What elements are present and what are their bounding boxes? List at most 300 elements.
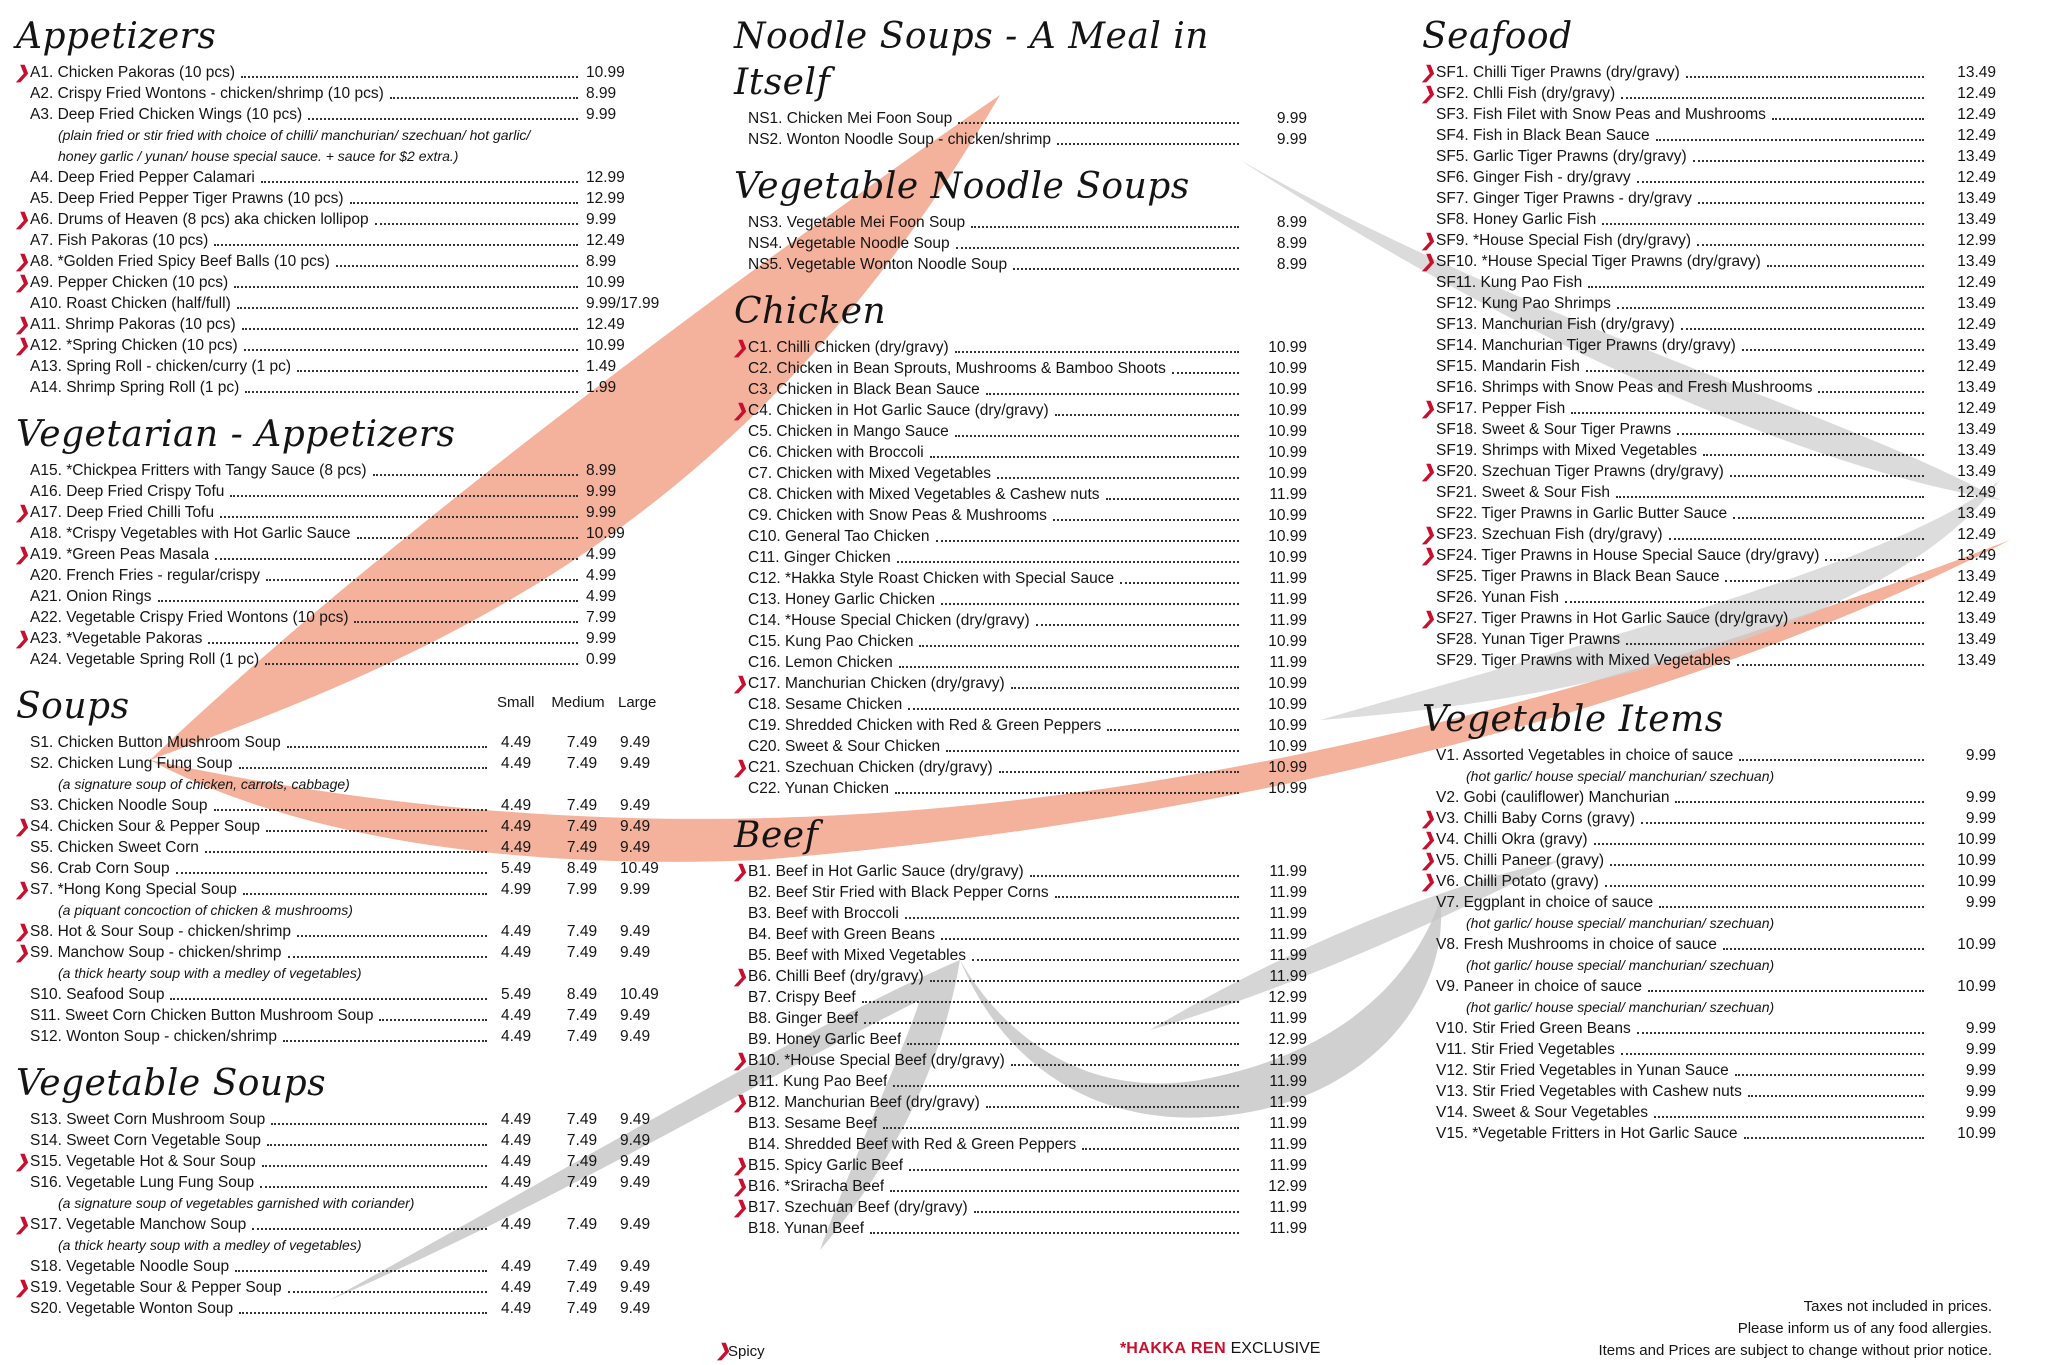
menu-item-row — [1420, 1039, 1996, 1060]
item-price: 10.99 — [586, 337, 625, 354]
item-name: V4. Chilli Okra (gravy) — [1436, 831, 1588, 848]
item-price: 13.49 — [1957, 295, 1996, 312]
menu-item-row — [1420, 83, 1996, 104]
price-large: 10.49 — [620, 860, 659, 877]
item-price: 13.49 — [1957, 421, 1996, 438]
item-price: 9.99 — [1965, 789, 1996, 806]
menu-item-row — [14, 837, 674, 858]
price-small: 4.49 — [501, 1028, 532, 1045]
menu-item-row — [1420, 293, 1996, 314]
dot-leader — [1030, 866, 1239, 877]
dot-leader — [1733, 508, 1924, 519]
item-prices — [501, 753, 674, 774]
chili-pepper-icon: ❯ — [1420, 546, 1436, 565]
section-title: Beef — [734, 815, 819, 856]
item-list — [732, 861, 1307, 1239]
section-chicken — [732, 289, 1307, 799]
dot-leader — [919, 636, 1239, 647]
chili-pepper-icon: ❯ — [14, 503, 30, 522]
dot-leader — [1742, 340, 1924, 351]
menu-item-row — [732, 1155, 1307, 1176]
dot-leader — [1011, 678, 1239, 689]
dot-leader — [907, 1034, 1239, 1045]
item-price: 11.99 — [1269, 1010, 1307, 1027]
item-price: 8.99 — [586, 85, 617, 102]
item-name: A17. Deep Fried Chilli Tofu — [30, 504, 215, 521]
item-name: V10. Stir Fried Green Beans — [1436, 1020, 1631, 1037]
item-name: A12. *Spring Chicken (10 pcs) — [30, 337, 238, 354]
item-name: S3. Chicken Noodle Soup — [30, 797, 208, 814]
dot-leader — [1036, 615, 1239, 626]
section-title: Soups — [16, 686, 130, 727]
item-price: 12.99 — [586, 169, 625, 186]
item-price: 8.99 — [1276, 214, 1307, 231]
dot-leader — [1621, 1044, 1924, 1055]
menu-item-row — [14, 230, 674, 251]
price-medium: 7.49 — [566, 1174, 598, 1191]
menu-item-row — [732, 108, 1307, 129]
item-name: SF22. Tiger Prawns in Garlic Butter Sauce — [1436, 505, 1728, 522]
menu-item-row — [732, 212, 1307, 233]
dot-leader — [893, 1076, 1239, 1087]
item-note: (hot garlic/ house special/ manchurian/ szechuan) — [1466, 768, 1775, 784]
dot-leader — [297, 361, 578, 372]
price-medium: 7.99 — [566, 881, 598, 898]
chili-pepper-icon: ❯ — [14, 1152, 30, 1171]
price-small: 5.49 — [501, 860, 532, 877]
dot-leader — [1698, 193, 1924, 204]
dot-leader — [1571, 403, 1924, 414]
item-price: 12.99 — [586, 190, 625, 207]
item-name: SF9. *House Special Fish (dry/gravy) — [1436, 232, 1691, 249]
dot-leader — [1675, 792, 1924, 803]
menu-item-row — [14, 460, 674, 481]
menu-item-row — [1420, 398, 1996, 419]
item-name: V13. Stir Fried Vegetables with Cashew nuts — [1436, 1083, 1742, 1100]
menu-item-row — [1420, 461, 1996, 482]
dot-leader — [1654, 1107, 1924, 1118]
item-price: 12.99 — [1957, 232, 1996, 249]
dot-leader — [1825, 550, 1924, 561]
item-name: SF26. Yunan Fish — [1436, 589, 1559, 606]
chili-pepper-icon: ❯ — [14, 629, 30, 648]
dot-leader — [1605, 876, 1924, 887]
dot-leader — [390, 88, 578, 99]
menu-item-row — [14, 1277, 674, 1298]
item-price: 9.99 — [1965, 1020, 1996, 1037]
item-name: A22. Vegetable Crispy Fried Wontons (10 pcs) — [30, 609, 349, 626]
price-small: 4.49 — [501, 1300, 532, 1317]
dot-leader — [241, 67, 578, 78]
item-prices — [501, 1151, 674, 1172]
chili-pepper-icon: ❯ — [1420, 525, 1436, 544]
price-medium: 7.49 — [566, 1111, 598, 1128]
menu-item-row — [14, 356, 674, 377]
item-name: S1. Chicken Button Mushroom Soup — [30, 734, 281, 751]
item-price: 13.49 — [1957, 652, 1996, 669]
menu-item-row — [1420, 934, 1996, 955]
item-price: 10.99 — [1957, 978, 1996, 995]
item-price: 11.99 — [1269, 1199, 1307, 1216]
item-price: 10.99 — [586, 64, 625, 81]
chili-pepper-icon: ❯ — [732, 967, 748, 986]
chili-pepper-icon: ❯ — [14, 273, 30, 292]
item-price: 12.49 — [586, 316, 625, 333]
item-price: 13.49 — [1957, 547, 1996, 564]
dot-leader — [1737, 655, 1924, 666]
item-price: 12.49 — [1957, 169, 1996, 186]
price-large: 10.49 — [620, 986, 659, 1003]
menu-item-row — [732, 715, 1307, 736]
item-name: A4. Deep Fried Pepper Calamari — [30, 169, 255, 186]
item-price: 13.49 — [1957, 253, 1996, 270]
dot-leader — [271, 1114, 487, 1125]
dot-leader — [239, 1303, 487, 1314]
menu-item-row — [1420, 650, 1996, 671]
dot-leader — [974, 1202, 1239, 1213]
item-price: 11.99 — [1269, 1073, 1307, 1090]
dot-leader — [1767, 256, 1924, 267]
chili-pepper-icon: ❯ — [14, 943, 30, 962]
dot-leader — [287, 737, 487, 748]
item-price: 12.49 — [1957, 589, 1996, 606]
item-price: 11.99 — [1269, 926, 1307, 943]
item-name: SF8. Honey Garlic Fish — [1436, 211, 1597, 228]
menu-item-row — [1420, 976, 1996, 997]
dot-leader — [908, 699, 1239, 710]
item-price: 1.99 — [586, 379, 617, 396]
section-vegetable-soups — [14, 1061, 674, 1319]
item-price: 11.99 — [1269, 654, 1307, 671]
menu-item-row — [1420, 892, 1996, 913]
menu-item-row — [1420, 629, 1996, 650]
menu-item-row — [14, 1256, 674, 1277]
item-prices — [501, 984, 674, 1005]
price-small: 4.49 — [501, 1174, 532, 1191]
menu-item-row — [14, 167, 674, 188]
dot-leader — [1013, 259, 1239, 270]
dot-leader — [1053, 510, 1239, 521]
item-name: V14. Sweet & Sour Vegetables — [1436, 1104, 1648, 1121]
dot-leader — [1082, 1139, 1239, 1150]
item-prices — [501, 1109, 674, 1130]
menu-item-row — [732, 129, 1307, 150]
item-price: 11.99 — [1269, 1052, 1307, 1069]
item-name: S2. Chicken Lung Fung Soup — [30, 755, 233, 772]
item-price: 9.99/17.99 — [586, 295, 660, 312]
item-name: V8. Fresh Mushrooms in choice of sauce — [1436, 936, 1717, 953]
item-name: C12. *Hakka Style Roast Chicken with Special Sauce — [748, 570, 1115, 587]
item-name: SF28. Yunan Tiger Prawns — [1436, 631, 1621, 648]
item-name: C17. Manchurian Chicken (dry/gravy) — [748, 675, 1005, 692]
item-name: SF3. Fish Filet with Snow Peas and Mushrooms — [1436, 106, 1766, 123]
item-name: S10. Seafood Soup — [30, 986, 165, 1003]
dot-leader — [1735, 1065, 1924, 1076]
dot-leader — [971, 217, 1239, 228]
price-large: 9.99 — [620, 881, 651, 898]
section-title: Noodle Soups - A Meal in Itself — [734, 16, 1209, 103]
menu-item-row — [1420, 524, 1996, 545]
dot-leader — [1659, 897, 1924, 908]
dot-leader — [176, 863, 487, 874]
item-price: 10.99 — [1268, 507, 1307, 524]
dot-leader — [1648, 981, 1924, 992]
dot-leader — [972, 950, 1239, 961]
chili-pepper-icon: ❯ — [732, 1156, 748, 1175]
price-medium: 7.49 — [566, 734, 598, 751]
price-small: 4.49 — [501, 944, 532, 961]
item-price: 4.99 — [586, 546, 617, 563]
dot-leader — [288, 1282, 487, 1293]
price-small: 4.49 — [501, 734, 532, 751]
menu-item-row — [14, 921, 674, 942]
price-large: 9.49 — [620, 1258, 651, 1275]
dot-leader — [262, 1156, 487, 1167]
item-price: 12.49 — [1957, 526, 1996, 543]
dot-leader — [930, 447, 1239, 458]
chili-pepper-icon: ❯ — [1420, 609, 1436, 628]
price-large: 9.49 — [620, 734, 651, 751]
menu-item-row — [732, 568, 1307, 589]
item-name: S14. Sweet Corn Vegetable Soup — [30, 1132, 261, 1149]
item-price: 10.99 — [1268, 339, 1307, 356]
item-note: (a thick hearty soup with a medley of vegetables) — [58, 1237, 362, 1253]
dot-leader — [1772, 109, 1924, 120]
item-list — [14, 1109, 674, 1319]
item-price: 11.99 — [1269, 1157, 1307, 1174]
item-name: B8. Ginger Beef — [748, 1010, 859, 1027]
dot-leader — [946, 741, 1239, 752]
item-name: V6. Chilli Potato (gravy) — [1436, 873, 1599, 890]
item-price: 4.99 — [586, 588, 617, 605]
item-name: V11. Stir Fried Vegetables — [1436, 1041, 1615, 1058]
item-name: B11. Kung Pao Beef — [748, 1073, 888, 1090]
item-name: A20. French Fries - regular/crispy — [30, 567, 260, 584]
dot-leader — [260, 1177, 487, 1188]
item-name: B5. Beef with Mixed Vegetables — [748, 947, 966, 964]
menu-item-row — [732, 610, 1307, 631]
price-small: 4.49 — [501, 1279, 532, 1296]
price-medium: 7.49 — [566, 1028, 598, 1045]
dot-leader — [235, 1261, 487, 1272]
item-name: S20. Vegetable Wonton Soup — [30, 1300, 234, 1317]
menu-item-row — [732, 589, 1307, 610]
item-name: C16. Lemon Chicken — [748, 654, 893, 671]
item-name: SF14. Manchurian Tiger Prawns (dry/gravy) — [1436, 337, 1736, 354]
item-list — [1420, 745, 1996, 1144]
item-price: 11.99 — [1269, 591, 1307, 608]
item-name: C19. Shredded Chicken with Red & Green Peppers — [748, 717, 1102, 734]
item-name: S11. Sweet Corn Chicken Button Mushroom Soup — [30, 1007, 374, 1024]
item-name: S17. Vegetable Manchow Soup — [30, 1216, 247, 1233]
item-name: S15. Vegetable Hot & Sour Soup — [30, 1153, 256, 1170]
item-prices — [501, 1277, 674, 1298]
item-name: S16. Vegetable Lung Fung Soup — [30, 1174, 255, 1191]
menu-item-row — [732, 631, 1307, 652]
menu-item-row — [732, 358, 1307, 379]
item-name: C5. Chicken in Mango Sauce — [748, 423, 949, 440]
item-name: A16. Deep Fried Crispy Tofu — [30, 483, 225, 500]
item-note: (hot garlic/ house special/ manchurian/ szechuan) — [1466, 999, 1775, 1015]
menu-item-row — [1420, 104, 1996, 125]
menu-item-row — [732, 924, 1307, 945]
menu-item-row — [1420, 745, 1996, 766]
menu-item-row — [14, 565, 674, 586]
section-title: Chicken — [734, 291, 887, 332]
menu-column-right — [1420, 14, 1996, 1158]
section-appetizers — [14, 14, 674, 398]
menu-item-row — [14, 1151, 674, 1172]
item-price: 10.99 — [1268, 465, 1307, 482]
item-name: SF12. Kung Pao Shrimps — [1436, 295, 1611, 312]
chili-pepper-icon: ❯ — [1420, 252, 1436, 271]
item-price: 13.49 — [1957, 64, 1996, 81]
menu-item-row — [732, 1134, 1307, 1155]
menu-item-row — [1420, 188, 1996, 209]
item-name: NS3. Vegetable Mei Foon Soup — [748, 214, 966, 231]
price-large: 9.49 — [620, 1216, 651, 1233]
dot-leader — [1730, 466, 1924, 477]
item-price: 12.99 — [1268, 1031, 1307, 1048]
footer-note: Please inform us of any food allergies. — [1737, 1320, 1992, 1337]
dot-leader — [208, 633, 578, 644]
item-name: A2. Crispy Fried Wontons - chicken/shrimp (10 pcs) — [30, 85, 384, 102]
item-price: 11.99 — [1269, 863, 1307, 880]
item-name: A19. *Green Peas Masala — [30, 546, 210, 563]
menu-item-row — [14, 586, 674, 607]
price-small: 4.49 — [501, 839, 532, 856]
item-prices — [501, 837, 674, 858]
menu-item-row — [14, 104, 674, 125]
menu-item-row — [732, 1050, 1307, 1071]
dot-leader — [354, 612, 578, 623]
menu-item-row — [14, 377, 674, 398]
item-price: 9.99 — [1965, 1104, 1996, 1121]
section-seafood — [1420, 14, 1996, 671]
menu-item-row — [732, 505, 1307, 526]
menu-item-row — [732, 652, 1307, 673]
chili-pepper-icon: ❯ — [732, 1093, 748, 1112]
menu-item-row — [14, 942, 674, 963]
dot-leader — [1677, 424, 1924, 435]
dot-leader — [1794, 613, 1924, 624]
item-price: 13.49 — [1957, 379, 1996, 396]
item-name: S4. Chicken Sour & Pepper Soup — [30, 818, 261, 835]
item-price: 8.99 — [1276, 256, 1307, 273]
item-price: 9.99 — [1965, 1062, 1996, 1079]
item-name: SF23. Szechuan Fish (dry/gravy) — [1436, 526, 1663, 543]
item-name: V7. Eggplant in choice of sauce — [1436, 894, 1654, 911]
item-name: A7. Fish Pakoras (10 pcs) — [30, 232, 209, 249]
menu-item-row — [14, 816, 674, 837]
dot-leader — [895, 783, 1239, 794]
item-name: S6. Crab Corn Soup — [30, 860, 170, 877]
dot-leader — [909, 1160, 1239, 1171]
dot-leader — [905, 908, 1239, 919]
menu-item-row — [1420, 314, 1996, 335]
dot-leader — [230, 486, 578, 497]
price-large: 9.49 — [620, 923, 651, 940]
dot-leader — [899, 657, 1239, 668]
price-large: 9.49 — [620, 755, 651, 772]
chili-pepper-icon: ❯ — [1420, 231, 1436, 250]
price-small: 4.49 — [501, 818, 532, 835]
menu-item-row — [732, 547, 1307, 568]
chili-pepper-icon: ❯ — [732, 338, 748, 357]
menu-item-row — [1420, 1081, 1996, 1102]
chili-pepper-icon: ❯ — [716, 1341, 731, 1360]
menu-item-row — [14, 984, 674, 1005]
item-price: 12.49 — [1957, 127, 1996, 144]
chili-pepper-icon: ❯ — [14, 545, 30, 564]
chili-pepper-icon: ❯ — [14, 1278, 30, 1297]
item-price: 9.99 — [586, 211, 617, 228]
dot-leader — [897, 552, 1239, 563]
dot-leader — [1744, 1128, 1924, 1139]
menu-item-row — [732, 1071, 1307, 1092]
item-price: 9.99 — [1965, 810, 1996, 827]
dot-leader — [1703, 445, 1924, 456]
menu-item-row — [1420, 1123, 1996, 1144]
dot-leader — [1594, 834, 1924, 845]
item-name: A8. *Golden Fried Spicy Beef Balls (10 pcs) — [30, 253, 330, 270]
price-large: 9.49 — [620, 1174, 651, 1191]
chili-pepper-icon: ❯ — [1420, 872, 1436, 891]
chili-pepper-icon: ❯ — [732, 1198, 748, 1217]
item-name: S8. Hot & Sour Soup - chicken/shrimp — [30, 923, 292, 940]
menu-item-row — [732, 945, 1307, 966]
menu-item-row — [732, 484, 1307, 505]
item-price: 10.99 — [1957, 852, 1996, 869]
dot-leader — [267, 1135, 487, 1146]
footer-note: Items and Prices are subject to change without prior notice. — [1598, 1342, 1992, 1359]
item-name: NS5. Vegetable Wonton Noodle Soup — [748, 256, 1008, 273]
item-price: 12.49 — [1957, 358, 1996, 375]
item-name: V1. Assorted Vegetables in choice of sauce — [1436, 747, 1734, 764]
dot-leader — [941, 929, 1239, 940]
price-medium: 7.49 — [566, 1279, 598, 1296]
menu-item-row — [14, 1005, 674, 1026]
menu-item-row — [14, 335, 674, 356]
menu-item-row — [1420, 62, 1996, 83]
item-name: V15. *Vegetable Fritters in Hot Garlic Sauce — [1436, 1125, 1738, 1142]
item-price: 12.99 — [1268, 1178, 1307, 1195]
menu-item-row — [1420, 251, 1996, 272]
section-title: Vegetable Soups — [16, 1063, 327, 1104]
item-price: 10.99 — [1268, 360, 1307, 377]
item-price: 12.49 — [1957, 484, 1996, 501]
section-soups — [14, 684, 674, 1047]
dot-leader — [350, 193, 578, 204]
exclusive-brand: HAKKA REN — [1126, 1340, 1227, 1357]
menu-item-row — [14, 1130, 674, 1151]
dot-leader — [1818, 382, 1924, 393]
dot-leader — [999, 762, 1239, 773]
menu-item-row — [732, 1176, 1307, 1197]
dot-leader — [1617, 298, 1924, 309]
item-price: 10.99 — [1268, 549, 1307, 566]
item-price: 12.49 — [1957, 85, 1996, 102]
item-name: A9. Pepper Chicken (10 pcs) — [30, 274, 229, 291]
menu-item-row — [1420, 503, 1996, 524]
price-medium: 7.49 — [566, 818, 598, 835]
item-price: 13.49 — [1957, 505, 1996, 522]
item-name: C18. Sesame Chicken — [748, 696, 903, 713]
item-price: 10.99 — [1268, 696, 1307, 713]
chili-pepper-icon: ❯ — [14, 63, 30, 82]
chili-pepper-icon: ❯ — [1420, 830, 1436, 849]
item-prices — [501, 1172, 674, 1193]
